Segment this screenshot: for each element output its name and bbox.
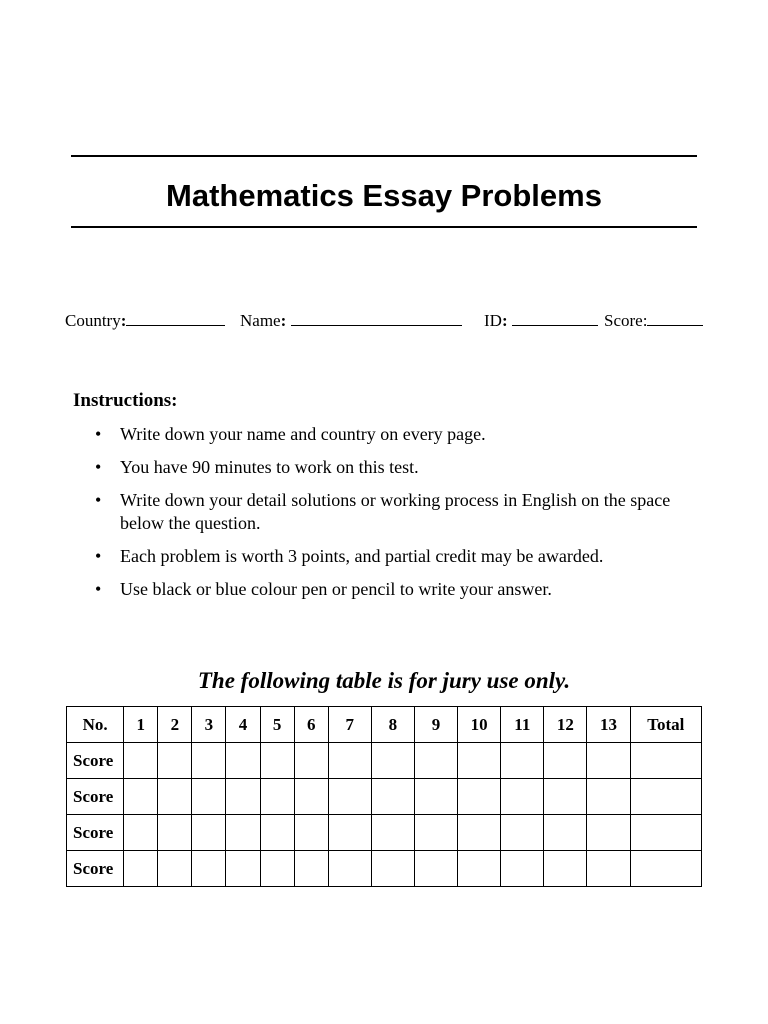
table-header-row bbox=[67, 707, 702, 743]
score-cell[interactable] bbox=[260, 779, 294, 815]
table-row bbox=[67, 779, 702, 815]
score-cell[interactable] bbox=[371, 779, 414, 815]
score-cell[interactable] bbox=[260, 743, 294, 779]
title-top-rule bbox=[71, 155, 697, 157]
score-cell[interactable] bbox=[294, 851, 328, 887]
header-problem-7: 7 bbox=[328, 707, 371, 743]
instruction-text: Each problem is worth 3 points, and partial credit may be awarded. bbox=[120, 546, 604, 566]
instruction-item bbox=[95, 578, 695, 601]
header-problem-2: 2 bbox=[158, 707, 192, 743]
score-cell[interactable] bbox=[260, 851, 294, 887]
score-cell[interactable] bbox=[294, 815, 328, 851]
score-cell[interactable] bbox=[328, 779, 371, 815]
score-cell[interactable] bbox=[192, 815, 226, 851]
header-no: No. bbox=[67, 707, 124, 743]
jury-caption: The following table is for jury use only. bbox=[197, 668, 571, 693]
header-problem-10: 10 bbox=[458, 707, 501, 743]
instruction-item bbox=[95, 489, 695, 535]
score-cell[interactable] bbox=[458, 851, 501, 887]
header-problem-1: 1 bbox=[124, 707, 158, 743]
score-cell[interactable] bbox=[124, 815, 158, 851]
score-cell[interactable] bbox=[371, 851, 414, 887]
score-cell[interactable] bbox=[587, 743, 630, 779]
header-problem-4: 4 bbox=[226, 707, 260, 743]
header-problem-6: 6 bbox=[294, 707, 328, 743]
score-cell[interactable] bbox=[226, 743, 260, 779]
header-problem-8: 8 bbox=[371, 707, 414, 743]
name-field[interactable]: Name: bbox=[240, 308, 462, 332]
score-cell[interactable] bbox=[158, 779, 192, 815]
score-cell[interactable] bbox=[458, 815, 501, 851]
country-label: Country bbox=[65, 311, 121, 330]
country-blank[interactable] bbox=[126, 308, 225, 326]
score-cell[interactable] bbox=[414, 779, 457, 815]
score-cell[interactable] bbox=[226, 815, 260, 851]
country-field[interactable]: Country: bbox=[65, 308, 225, 332]
total-score-cell[interactable] bbox=[630, 815, 701, 851]
score-cell[interactable] bbox=[192, 779, 226, 815]
score-cell[interactable] bbox=[124, 743, 158, 779]
instructions-heading: Instructions: bbox=[73, 390, 178, 411]
bullet-icon: • bbox=[95, 546, 102, 566]
instruction-item bbox=[95, 545, 695, 568]
total-score-cell[interactable] bbox=[630, 851, 701, 887]
instruction-text: You have 90 minutes to work on this test. bbox=[120, 457, 419, 477]
score-cell[interactable] bbox=[294, 779, 328, 815]
bullet-icon: • bbox=[95, 490, 102, 510]
score-cell[interactable] bbox=[501, 815, 544, 851]
instruction-text: Write down your name and country on every page. bbox=[120, 424, 486, 444]
table-row bbox=[67, 743, 702, 779]
score-cell[interactable] bbox=[124, 851, 158, 887]
instructions-list bbox=[95, 423, 695, 611]
header-problem-5: 5 bbox=[260, 707, 294, 743]
score-cell[interactable] bbox=[414, 815, 457, 851]
table-row bbox=[67, 851, 702, 887]
score-cell[interactable] bbox=[371, 743, 414, 779]
score-cell[interactable] bbox=[260, 815, 294, 851]
score-cell[interactable] bbox=[328, 815, 371, 851]
score-cell[interactable] bbox=[124, 779, 158, 815]
score-cell[interactable] bbox=[587, 851, 630, 887]
instruction-item bbox=[95, 423, 695, 446]
score-row-label: Score bbox=[67, 779, 124, 815]
score-cell[interactable] bbox=[501, 851, 544, 887]
score-cell[interactable] bbox=[458, 743, 501, 779]
score-cell[interactable] bbox=[414, 743, 457, 779]
table-body bbox=[67, 743, 702, 887]
score-field[interactable]: Score: bbox=[604, 308, 703, 332]
jury-score-table bbox=[66, 706, 702, 887]
instruction-item bbox=[95, 456, 695, 479]
score-cell[interactable] bbox=[544, 815, 587, 851]
name-blank[interactable] bbox=[291, 308, 462, 326]
total-score-cell[interactable] bbox=[630, 779, 701, 815]
name-label: Name bbox=[240, 311, 281, 330]
score-cell[interactable] bbox=[544, 743, 587, 779]
score-cell[interactable] bbox=[544, 779, 587, 815]
score-cell[interactable] bbox=[587, 779, 630, 815]
score-row-label: Score bbox=[67, 851, 124, 887]
instruction-text: Use black or blue colour pen or pencil to write your answer. bbox=[120, 579, 552, 599]
id-label: ID bbox=[484, 311, 502, 330]
score-cell[interactable] bbox=[458, 779, 501, 815]
score-cell[interactable] bbox=[328, 851, 371, 887]
score-cell[interactable] bbox=[371, 815, 414, 851]
score-cell[interactable] bbox=[158, 851, 192, 887]
score-cell[interactable] bbox=[192, 743, 226, 779]
score-row-label: Score bbox=[67, 815, 124, 851]
title-bottom-rule bbox=[71, 226, 697, 228]
header-problem-13: 13 bbox=[587, 707, 630, 743]
score-field-label: Score bbox=[604, 311, 643, 330]
score-cell[interactable] bbox=[226, 851, 260, 887]
id-blank[interactable] bbox=[512, 308, 598, 326]
header-problem-11: 11 bbox=[501, 707, 544, 743]
score-cell[interactable] bbox=[501, 743, 544, 779]
score-row-label: Score bbox=[67, 743, 124, 779]
total-score-cell[interactable] bbox=[630, 743, 701, 779]
score-cell[interactable] bbox=[192, 851, 226, 887]
bullet-icon: • bbox=[95, 424, 102, 444]
table-row bbox=[67, 815, 702, 851]
score-cell[interactable] bbox=[414, 851, 457, 887]
header-problem-9: 9 bbox=[414, 707, 457, 743]
score-cell[interactable] bbox=[587, 815, 630, 851]
header-problem-3: 3 bbox=[192, 707, 226, 743]
score-cell[interactable] bbox=[328, 743, 371, 779]
score-cell[interactable] bbox=[544, 851, 587, 887]
header-total: Total bbox=[630, 707, 701, 743]
header-problem-12: 12 bbox=[544, 707, 587, 743]
bullet-icon: • bbox=[95, 457, 102, 477]
score-cell[interactable] bbox=[294, 743, 328, 779]
score-cell[interactable] bbox=[501, 779, 544, 815]
score-cell[interactable] bbox=[158, 815, 192, 851]
id-field[interactable]: ID: bbox=[484, 308, 598, 332]
score-cell[interactable] bbox=[226, 779, 260, 815]
bullet-icon: • bbox=[95, 579, 102, 599]
score-blank[interactable] bbox=[647, 308, 703, 326]
page-title: Mathematics Essay Problems bbox=[166, 178, 602, 213]
score-cell[interactable] bbox=[158, 743, 192, 779]
instruction-text: Write down your detail solutions or working process in English on the space below the question. bbox=[120, 490, 671, 533]
